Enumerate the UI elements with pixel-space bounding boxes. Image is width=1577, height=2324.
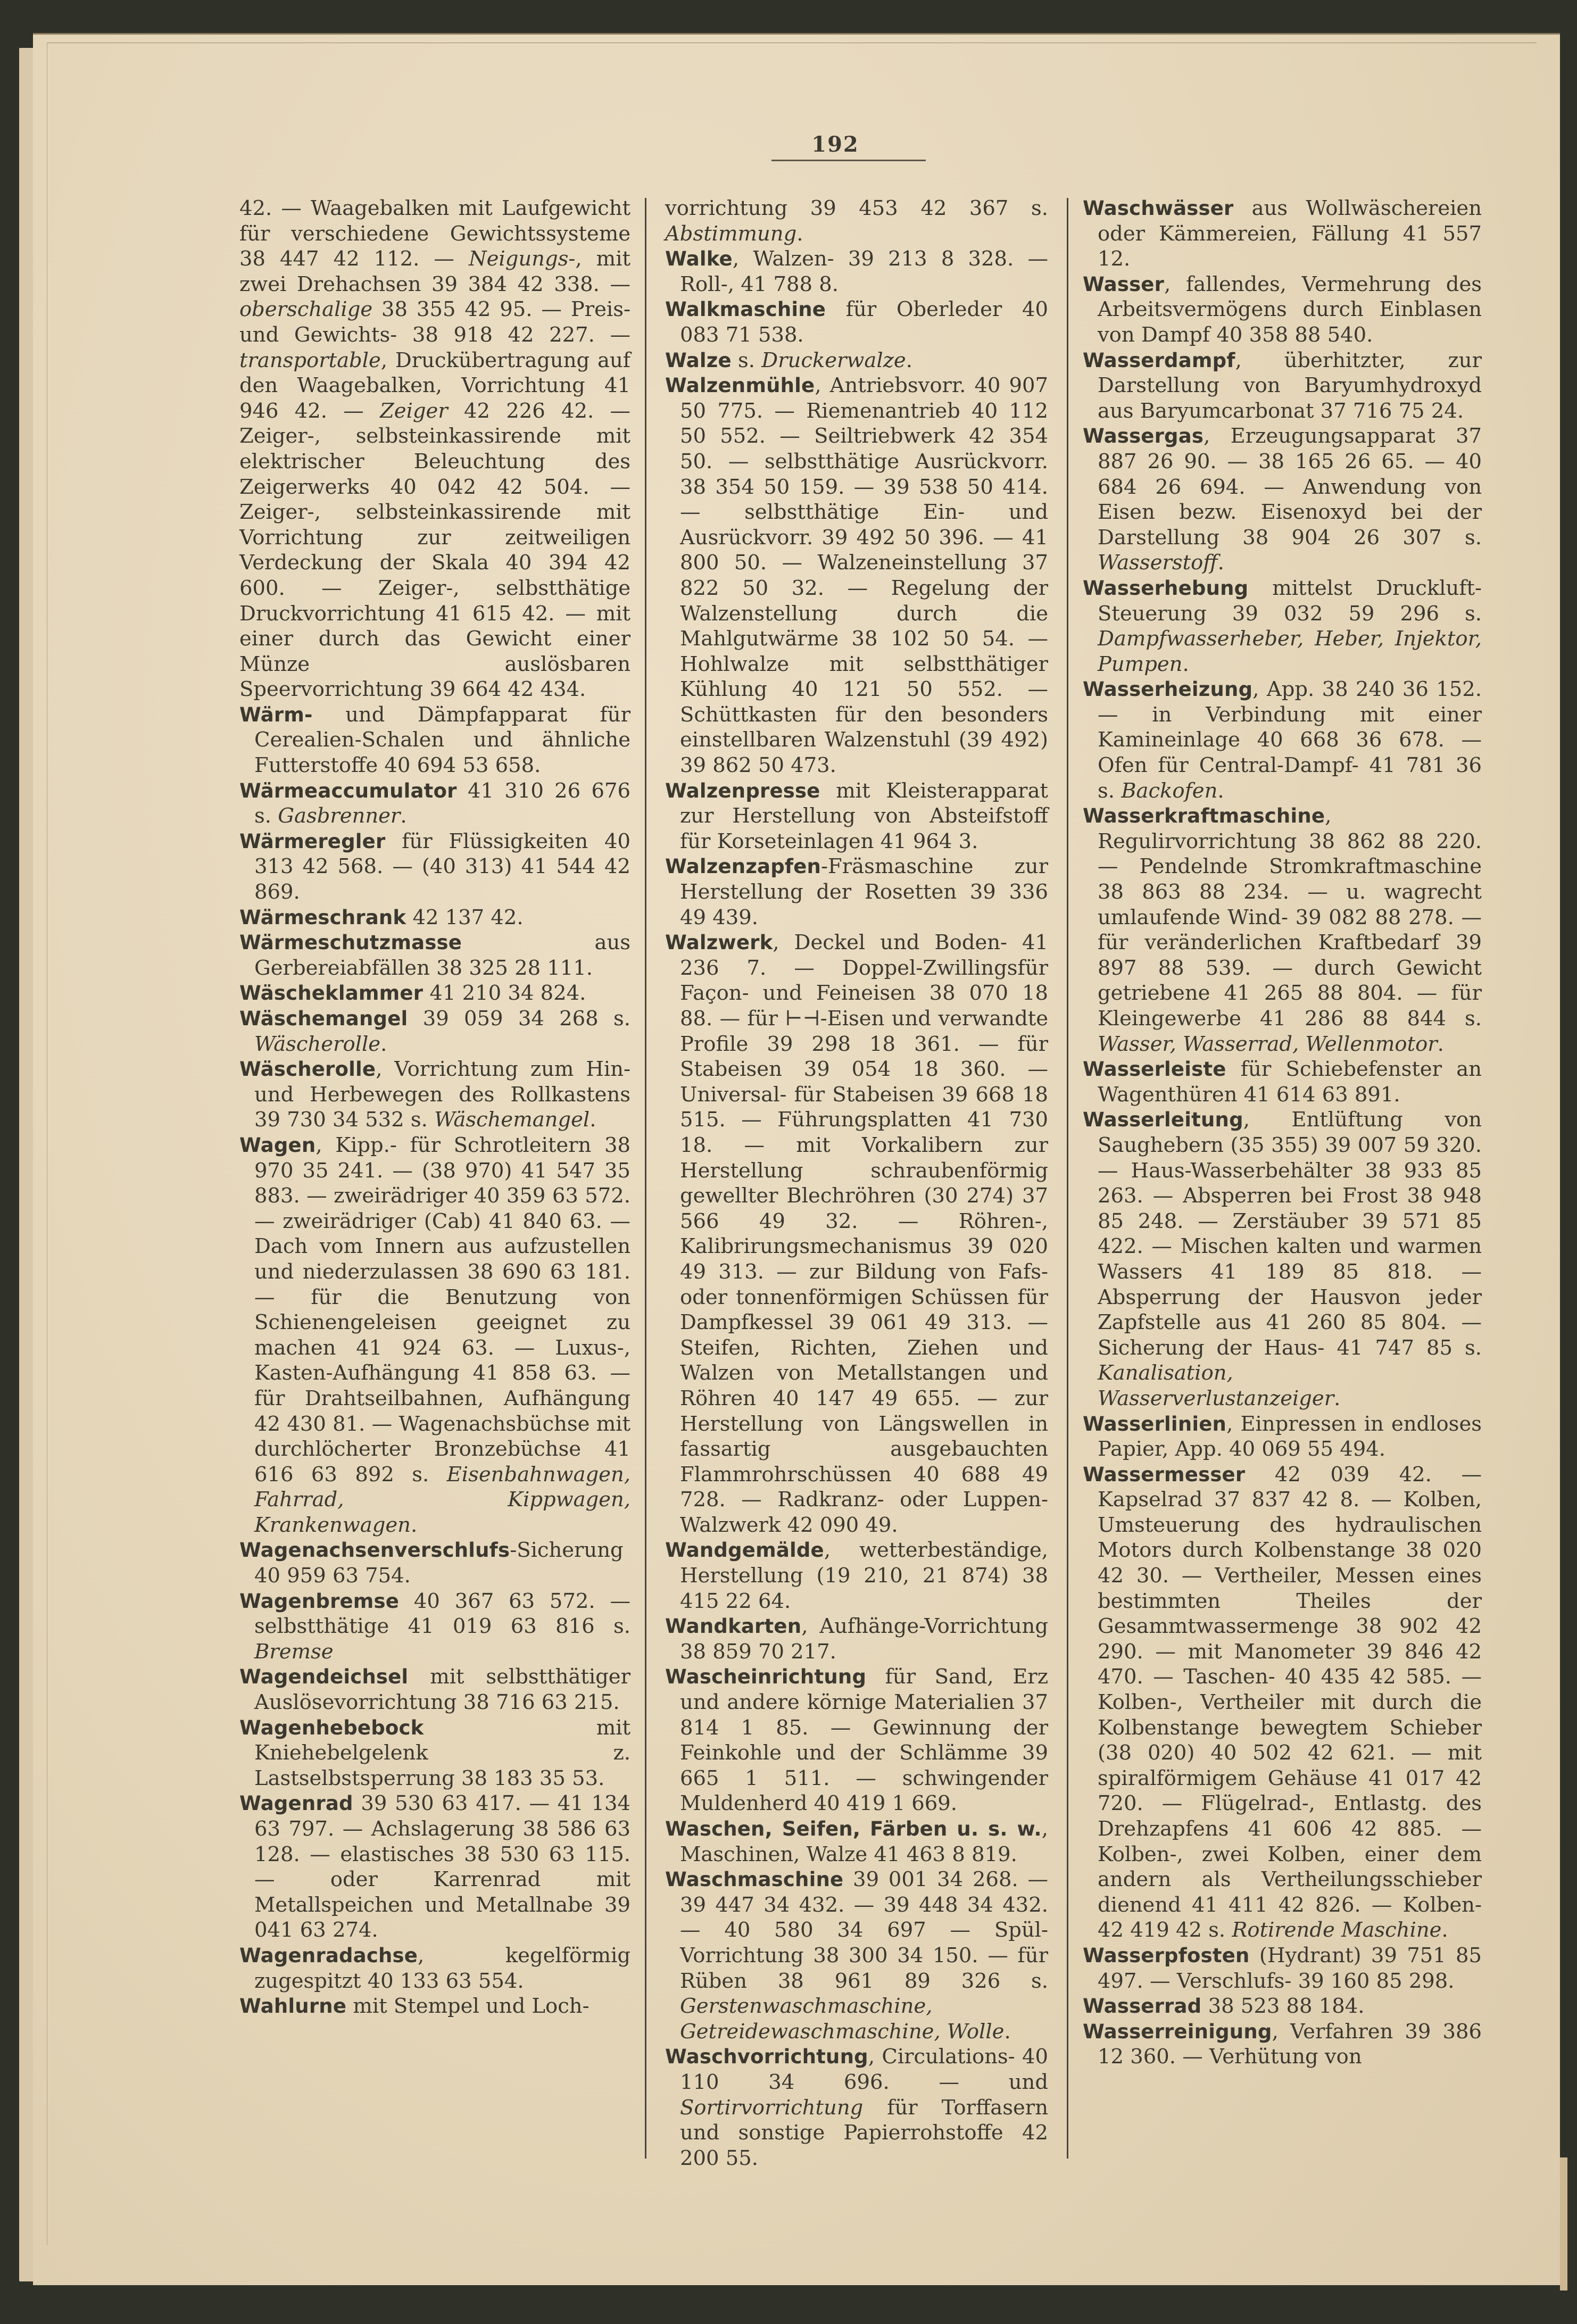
entry-text: , Entlüftung von Saughebern (35 355) 39 007 59 320. — Haus-Wasserbehälter 38 933 85 263. — Absperren bei Frost 38 948 85 248. — Zerstäuber 39 571 85 422. — Mischen kalten und warmen Wassers 41 189 85 818. — Absperrung der Hausvon jeder Zapfstelle aus 41 260 85 804. — Sicherung der Haus- 41 747 85 s.	[1098, 1108, 1482, 1360]
entry-text: und Dämpfapparat für Cerealien-Schalen und ähnliche Futterstoffe 40 694 53 658.	[254, 702, 630, 778]
entry-text: 39 001 34 268. — 39 447 34 432. — 39 448 34 432. — 40 580 34 697 — Spül-Vorrichtung 38 300 34 150. — für Rüben 38 961 89 326 s.	[680, 1868, 1048, 1993]
entry-text: .	[380, 1032, 387, 1056]
entry-text: , mit zwei Drehachsen 39 384 42 338. —	[239, 247, 630, 296]
index-entry	[239, 1133, 630, 1538]
entry-text: 42 226 42. — Zeiger-, selbsteinkassirende mit elektrischer Beleuchtung des Zeigerwerks 40 042 42 504. — Zeiger-, selbsteinkassirende mit Vorrichtung zur zeitweiligen Verdeckung der Skala 40 394 42 600. — Zeiger-, selbstthätige Druckvorrichtung 41 615 42. — mit einer durch das Gewicht einer Münze auslösbaren Speervorrichtung 39 664 42 434.	[239, 399, 630, 702]
index-entry	[1083, 1412, 1482, 1462]
index-entry	[665, 196, 1048, 246]
entry-headword: Wagenhebebock	[239, 1716, 424, 1739]
index-entry	[665, 373, 1048, 778]
entry-text: .	[400, 804, 407, 828]
entry-cross-reference: Druckerwalze	[761, 348, 906, 372]
entry-text: für Torffasern und sonstige Papierrohstoffe 42 200 55.	[680, 2095, 1048, 2170]
index-entry	[1083, 1462, 1482, 1943]
index-entry	[665, 854, 1048, 930]
entry-headword: Walzenpresse	[665, 779, 820, 802]
index-entry	[1083, 196, 1482, 272]
entry-headword: Wascheinrichtung	[665, 1665, 867, 1689]
entry-text: .	[796, 221, 803, 246]
entry-headword: Wärmeschutzmasse	[239, 931, 462, 954]
header-rule	[771, 160, 926, 161]
entry-headword: Wasserheizung	[1083, 678, 1253, 701]
index-entry	[239, 196, 630, 702]
entry-text: , Aufhänge-Vorrichtung 38 859 70 217.	[680, 1614, 1048, 1664]
index-entry	[1083, 2019, 1482, 2070]
index-entry	[239, 981, 630, 1006]
index-entry	[239, 778, 630, 829]
entry-text: 38 523 88 184.	[1201, 1994, 1365, 2019]
index-entry	[239, 1994, 630, 2019]
index-entry	[1083, 1943, 1482, 1994]
entry-text: für Oberleder 40 083 71 538.	[680, 297, 1048, 347]
entry-headword: Walke	[665, 247, 733, 271]
entry-text: aus Wollwäschereien oder Kämmereien, Fällung 41 557 12.	[1098, 196, 1482, 271]
entry-headword: Walzenmühle	[665, 374, 815, 397]
entry-text: , Einpressen in endloses Papier, App. 40 069 55 494.	[1098, 1412, 1482, 1462]
entry-text: .	[1334, 1386, 1341, 1410]
entry-text: , fallendes, Vermehrung des Arbeitsvermögens durch Einblasen von Dampf 40 358 88 540.	[1098, 272, 1482, 347]
entry-text: , Druckübertragung auf den Waagebalken, Vorrichtung 41 946 42. —	[239, 348, 630, 423]
entry-headword: Walze	[665, 348, 732, 372]
index-entry	[665, 1538, 1048, 1614]
entry-headword: Wagen	[239, 1133, 316, 1157]
entry-text: für Sand, Erz und andere körnige Materialien 37 814 1 85. — Gewinnung der Feinkohle und der Schlämme 39 665 1 511. — schwingender Muldenherd 40 419 1 669.	[680, 1665, 1048, 1816]
entry-text: , Antriebsvorr. 40 907 50 775. — Riemenantrieb 40 112 50 552. — Seiltriebwerk 42 354 50. — selbstthätige Ausrückvorr. 38 354 50 159. — 39 538 50 414. — selbstthätige Ein- und Ausrückvorr. 39 492 50 396. — 41 800 50. — Walzeneinstellung 37 822 50 32. — Regelung der Walzenstellung durch die Mahlgutwärme 38 102 50 54. — Hohlwalze mit selbstthätiger Kühlung 40 121 50 552. — Schüttkasten für den besonders einstellbaren Walzenstuhl (39 492) 39 862 50 473.	[680, 374, 1048, 778]
entry-cross-reference: Gerstenwaschmaschine, Getreidewaschmaschine, Wolle	[680, 1994, 1005, 2044]
index-entry	[239, 1589, 630, 1665]
entry-cross-reference: Wasser, Wasserrad, Wellenmotor	[1098, 1032, 1438, 1056]
index-entry	[1083, 272, 1482, 348]
entry-headword: Wärm-	[239, 703, 313, 726]
entry-text: mit Stempel und Loch-	[346, 1994, 590, 2019]
index-column-right	[1083, 196, 1482, 2070]
entry-headword: Wäscheklammer	[239, 982, 424, 1005]
entry-cross-reference: Dampfwasserheber, Heber, Injektor, Pumpen	[1098, 627, 1482, 676]
index-entry	[1083, 1107, 1482, 1411]
index-entry	[239, 1943, 630, 1994]
index-entry	[665, 1614, 1048, 1664]
entry-text: 42 039 42. — Kapselrad 37 837 42 8. — Kolben, Umsteuerung des hydraulischen Motors durch Kolbenstange 38 020 42 30. — Vertheiler, Messen eines bestimmten Theiles der Gesammtwassermenge 38 902 42 290. — mit Manometer 39 846 42 470. — Taschen- 40 435 42 585. — Kolben-, Vertheiler mit durch die Kolbenstange bewegtem Schieber (38 020) 40 502 42 621. — mit spiralförmigem Gehäuse 41 017 42 720. — Flügelrad-, Entlastg. des Drehzapfens 41 606 42 885. — Kolben-, zwei Kolben, einer dem andern als Vertheilungsschieber dienend 41 411 42 826. — Kolben- 42 419 42 s.	[1098, 1462, 1482, 1943]
index-entry	[239, 1791, 630, 1943]
entry-text: .	[1182, 652, 1189, 676]
entry-text: , App. 38 240 36 152. — in Verbindung mit einer Kamineinlage 40 668 36 678. — Ofen für Central-Dampf- 41 781 36 s.	[1098, 677, 1482, 803]
index-entry	[1083, 1994, 1482, 2019]
entry-headword: Wandkarten	[665, 1615, 802, 1638]
entry-text: , Erzeugungsapparat 37 887 26 90. — 38 165 26 65. — 40 684 26 694. — Anwendung von Eisen bezw. Eisenoxyd bei der Darstellung 38 904 26 307 s.	[1098, 424, 1482, 550]
entry-cross-reference: Neigungs-	[468, 247, 576, 271]
entry-text: , Maschinen, Walze 41 463 8 819.	[680, 1817, 1048, 1866]
entry-headword: Wasserleitung	[1083, 1108, 1243, 1132]
entry-cross-reference: Backofen	[1121, 778, 1218, 803]
entry-cross-reference: Bremse	[254, 1639, 334, 1664]
entry-headword: Wandgemälde	[665, 1539, 824, 1562]
index-entry	[239, 1006, 630, 1057]
entry-cross-reference: Wäschemangel	[434, 1108, 590, 1132]
entry-headword: Waschwässer	[1083, 197, 1234, 220]
entry-text: , Regulirvorrichtung 38 862 88 220. — Pendelnde Stromkraftmaschine 38 863 88 234. — u. wagrecht umlaufende Wind- 39 082 88 278. — für veränderlichen Kraftbedarf 39 897 88 539. — durch Gewicht getriebene 41 265 88 804. — für Kleingewerbe 41 286 88 844 s.	[1098, 804, 1482, 1031]
entry-text: .	[1217, 778, 1224, 803]
entry-cross-reference: oberschalige	[239, 297, 373, 322]
index-entry	[239, 1538, 630, 1588]
index-entry	[239, 829, 630, 905]
entry-headword: Wasser	[1083, 272, 1165, 296]
entry-cross-reference: Abstimmung	[665, 221, 797, 246]
entry-text: s.	[731, 348, 762, 372]
index-entry	[1083, 803, 1482, 1057]
entry-headword: Wasserreinigung	[1083, 2020, 1272, 2043]
entry-headword: Wasserlinien	[1083, 1412, 1227, 1435]
page-tear-edge	[1560, 2157, 1567, 2290]
entry-text: mittelst Druckluft-Steuerung 39 032 59 296 s.	[1098, 576, 1482, 626]
index-entry	[665, 246, 1048, 297]
entry-text: mit selbstthätiger Auslösevorrichtung 38 716 63 215.	[254, 1665, 630, 1715]
index-entry	[1083, 677, 1482, 803]
column-divider	[1067, 198, 1068, 2159]
entry-text: 41 310 26 676 s.	[254, 778, 630, 828]
entry-text: , Circulations- 40 110 34 696. — und	[680, 2045, 1048, 2094]
entry-headword: Wassergas	[1083, 425, 1204, 448]
entry-headword: Wäschemangel	[239, 1007, 408, 1030]
entry-text: -Sicherung 40 959 63 754.	[254, 1538, 624, 1588]
entry-text: mit Kleisterapparat zur Herstellung von Absteifstoff für Korseteinlagen 41 964 3.	[680, 778, 1048, 853]
index-entry	[665, 1664, 1048, 1816]
entry-text: für Flüssigkeiten 40 313 42 568. — (40 313) 41 544 42 869.	[254, 829, 630, 904]
index-column-middle	[665, 196, 1048, 2171]
entry-text: -Fräsmaschine zur Herstellung der Rosetten 39 336 49 439.	[680, 854, 1048, 929]
index-entry	[239, 702, 630, 778]
entry-cross-reference: Eisenbahnwagen, Fahrrad, Kippwagen, Krankenwagen	[254, 1462, 630, 1537]
entry-text: 39 530 63 417. — 41 134 63 797. — Achslagerung 38 586 63 128. — elastisches 38 530 63 115. — oder Karrenrad mit Metallspeichen und Metallnabe 39 041 63 274.	[254, 1791, 630, 1943]
entry-text: , überhitzter, zur Darstellung von Baryumhydroxyd aus Baryumcarbonat 37 716 75 24.	[1098, 348, 1482, 423]
entry-text: .	[590, 1108, 596, 1132]
entry-cross-reference: transportable	[239, 348, 381, 372]
entry-headword: Wasserleiste	[1083, 1058, 1226, 1081]
entry-headword: Wagenrad	[239, 1792, 353, 1815]
entry-cross-reference: Gasbrenner	[278, 804, 401, 828]
entry-cross-reference: Kanalisation, Wasserverlustanzeiger	[1098, 1361, 1334, 1410]
entry-headword: Waschen, Seifen, Färben u. s. w.	[665, 1817, 1042, 1840]
entry-text: , Kipp.- für Schrotleitern 38 970 35 241. — (38 970) 41 547 35 883. — zweirädriger 40 359 63 572. — zweirädriger (Cab) 41 840 63. — Dach vom Innern aus aufzustellen und niederzulassen 38 690 63 181. — für die Benutzung von Schienengeleisen geeignet zu machen 41 924 63. — Luxus-, Kasten-Aufhängung 41 858 63. — für Drahtseilbahnen, Aufhängung 42 430 81. — Wagenachsbüchse mit durchlöcherter Bronzebüchse 41 616 63 892 s.	[254, 1133, 630, 1487]
entry-text: .	[410, 1513, 418, 1537]
entry-headword: Wasserkraftmaschine	[1083, 804, 1325, 828]
entry-cross-reference: Wasserstoff	[1098, 551, 1218, 575]
entry-text: (Hydrant) 39 751 85 497. — Verschlufs- 39 160 85 298.	[1098, 1943, 1482, 1993]
index-entry	[665, 348, 1048, 374]
entry-text: , Walzen- 39 213 8 328. — Roll-, 41 788 8.	[680, 247, 1048, 296]
entry-cross-reference: Sortirvorrichtung	[680, 2095, 864, 2120]
entry-text: , Vorrichtung zum Hin- und Herbewegen des Rollkastens 39 730 34 532 s.	[254, 1057, 630, 1132]
entry-headword: Wagendeichsel	[239, 1665, 409, 1689]
entry-text: 40 367 63 572. — selbstthätige 41 019 63 816 s.	[254, 1589, 630, 1639]
index-entry	[239, 1057, 630, 1133]
entry-text: , Verfahren 39 386 12 360. — Verhütung von	[1098, 2019, 1482, 2069]
index-entry	[665, 778, 1048, 854]
entry-text: für Schiebefenster an Wagenthüren 41 614 63 891.	[1098, 1057, 1482, 1107]
entry-headword: Wagenradachse	[239, 1944, 418, 1967]
index-entry	[1083, 1057, 1482, 1107]
entry-text: .	[1004, 2019, 1011, 2044]
entry-headword: Wassermesser	[1083, 1463, 1246, 1486]
entry-headword: Wagenachsenverschlufs	[239, 1539, 510, 1562]
index-entry	[239, 930, 630, 981]
entry-text: 41 210 34 824.	[423, 981, 586, 1006]
entry-text: .	[1437, 1032, 1444, 1056]
entry-cross-reference: Zeiger	[380, 399, 448, 423]
index-column-left	[239, 196, 630, 2019]
entry-cross-reference: Wäscherolle	[254, 1032, 381, 1056]
entry-headword: Wäscherolle	[239, 1058, 376, 1081]
entry-headword: Wärmeschrank	[239, 906, 406, 929]
entry-text: vorrichtung 39 453 42 367 s.	[665, 196, 1048, 220]
entry-headword: Wärmeaccumulator	[239, 779, 457, 802]
entry-text: 42 137 42.	[406, 905, 524, 929]
entry-headword: Walzenzapfen	[665, 855, 821, 878]
entry-text: , wetterbeständige, Herstellung (19 210, 21 874) 38 415 22 64.	[680, 1538, 1048, 1613]
entry-headword: Wärmeregler	[239, 829, 386, 853]
entry-headword: Walkmaschine	[665, 298, 826, 321]
entry-headword: Wasserhebung	[1083, 576, 1249, 600]
index-entry	[665, 930, 1048, 1538]
entry-text: , Deckel und Boden- 41 236 7. — Doppel-Zwillingsfür Façon- und Feineisen 38 070 18 88. — für ⊢⊣-Eisen und verwandte Profile 39 298 18 361. — für Stabeisen 39 054 18 360. — Universal- für Stabeisen 39 668 18 515. — Führungsplatten 41 730 18. — mit Vorkalibern zur Herstellung schraubenförmig gewellter Blechröhren (30 274) 37 566 49 32. — Röhren-, Kalibrirungsmechanismus 39 020 49 313. — zur Bildung von Fafs- oder tonnenförmigen Schüssen für Dampfkessel 39 061 49 313. — Steifen, Richten, Ziehen und Walzen von Metallstangen und Röhren 40 147 49 655. — zur Herstellung von Längswellen in fassartig ausgebauchten Flammrohrschüssen 40 688 49 728. — Radkranz- oder Luppen-Walzwerk 42 090 49.	[680, 931, 1048, 1537]
entry-text: 39 059 34 268 s.	[408, 1007, 630, 1031]
entry-text: 42. — Waagebalken mit Laufgewicht für verschiedene Gewichtssysteme 38 447 42 112. —	[239, 196, 630, 271]
entry-text: , kegelförmig zugespitzt 40 133 63 554.	[254, 1943, 630, 1993]
column-divider	[645, 198, 646, 2159]
index-entry	[1083, 576, 1482, 677]
entry-headword: Wasserrad	[1083, 1995, 1202, 2018]
page-number: 192	[811, 132, 859, 157]
index-entry	[1083, 348, 1482, 424]
entry-headword: Walzwerk	[665, 931, 773, 954]
index-entry	[665, 1867, 1048, 2044]
entry-text: .	[906, 348, 912, 372]
entry-headword: Wasserpfosten	[1083, 1944, 1250, 1967]
entry-text: .	[1441, 1918, 1448, 1943]
entry-text: mit Kniehebelgelenk z. Lastselbstsperrung 38 183 35 53.	[254, 1715, 630, 1790]
entry-headword: Waschmaschine	[665, 1868, 844, 1891]
entry-headword: Wagenbremse	[239, 1589, 400, 1613]
entry-headword: Wasserdampf	[1083, 348, 1235, 372]
index-entry	[665, 297, 1048, 347]
index-entry	[239, 1715, 630, 1791]
entry-text: .	[1217, 551, 1224, 575]
index-entry	[665, 1816, 1048, 1867]
entry-headword: Wahlurne	[239, 1995, 347, 2018]
index-entry	[239, 1664, 630, 1715]
entry-text: 38 355 42 95. — Preis- und Gewichts- 38 918 42 227. —	[239, 297, 630, 347]
index-entry	[239, 905, 630, 931]
index-entry	[665, 2044, 1048, 2171]
entry-headword: Waschvorrichtung	[665, 2045, 868, 2069]
index-entry	[1083, 424, 1482, 576]
entry-cross-reference: Rotirende Maschine	[1232, 1918, 1442, 1943]
entry-text: aus Gerbereiabfällen 38 325 28 111.	[254, 931, 630, 980]
